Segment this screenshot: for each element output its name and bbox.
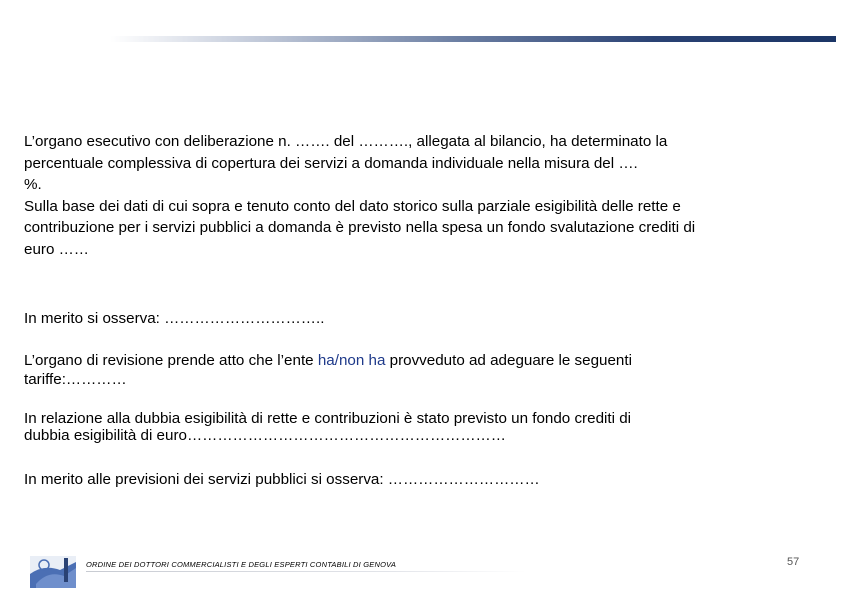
text-line: L’organo esecutivo con deliberazione n. ……. del ………., allegata al bilancio, ha determinato la: [24, 133, 668, 150]
order-logo-icon: [30, 556, 76, 588]
text-line: Sulla base dei dati di cui sopra e tenuto conto del dato storico sulla parziale esigibilità delle rette e: [24, 197, 681, 215]
text-line: %.: [24, 176, 42, 193]
paragraph-determination: [24, 131, 695, 260]
text-line: In merito si osserva: …………………………..: [24, 310, 325, 327]
text-line: euro ……: [24, 240, 89, 258]
text-line: tariffe:…………: [24, 371, 127, 388]
footer-org-name: ORDINE DEI DOTTORI COMMERCIALISTI E DEGLI ESPERTI CONTABILI DI GENOVA: [86, 560, 397, 569]
footer-divider: [86, 571, 526, 572]
text-segment: L’organo di revisione prende atto che l’ente: [24, 352, 318, 369]
text-line: In relazione alla dubbia esigibilità di rette e contribuzioni è stato previsto un fondo crediti di: [24, 410, 632, 427]
paragraph-public-services: [24, 470, 540, 489]
paragraph-tariffs: [24, 351, 632, 389]
text-line: In merito alle previsioni dei servizi pubblici si osserva: …………………………: [24, 471, 540, 488]
text-line: [24, 351, 632, 370]
paragraph-observation: [24, 309, 324, 328]
highlighted-option: ha/non ha: [317, 352, 386, 369]
header-gradient-bar: [110, 36, 836, 42]
text-segment: provveduto ad adeguare le seguenti: [385, 352, 632, 369]
text-line: percentuale complessiva di copertura dei servizi a domanda individuale nella misura del ….: [24, 154, 638, 172]
text-line: contribuzione per i servizi pubblici a domanda è previsto nella spesa un fondo svalutazione crediti di: [24, 219, 696, 236]
page-number: 57: [787, 556, 800, 568]
text-line: dubbia esigibilità di euro………………………………………………………: [24, 427, 506, 444]
paragraph-doubtful-credits: [24, 410, 631, 444]
